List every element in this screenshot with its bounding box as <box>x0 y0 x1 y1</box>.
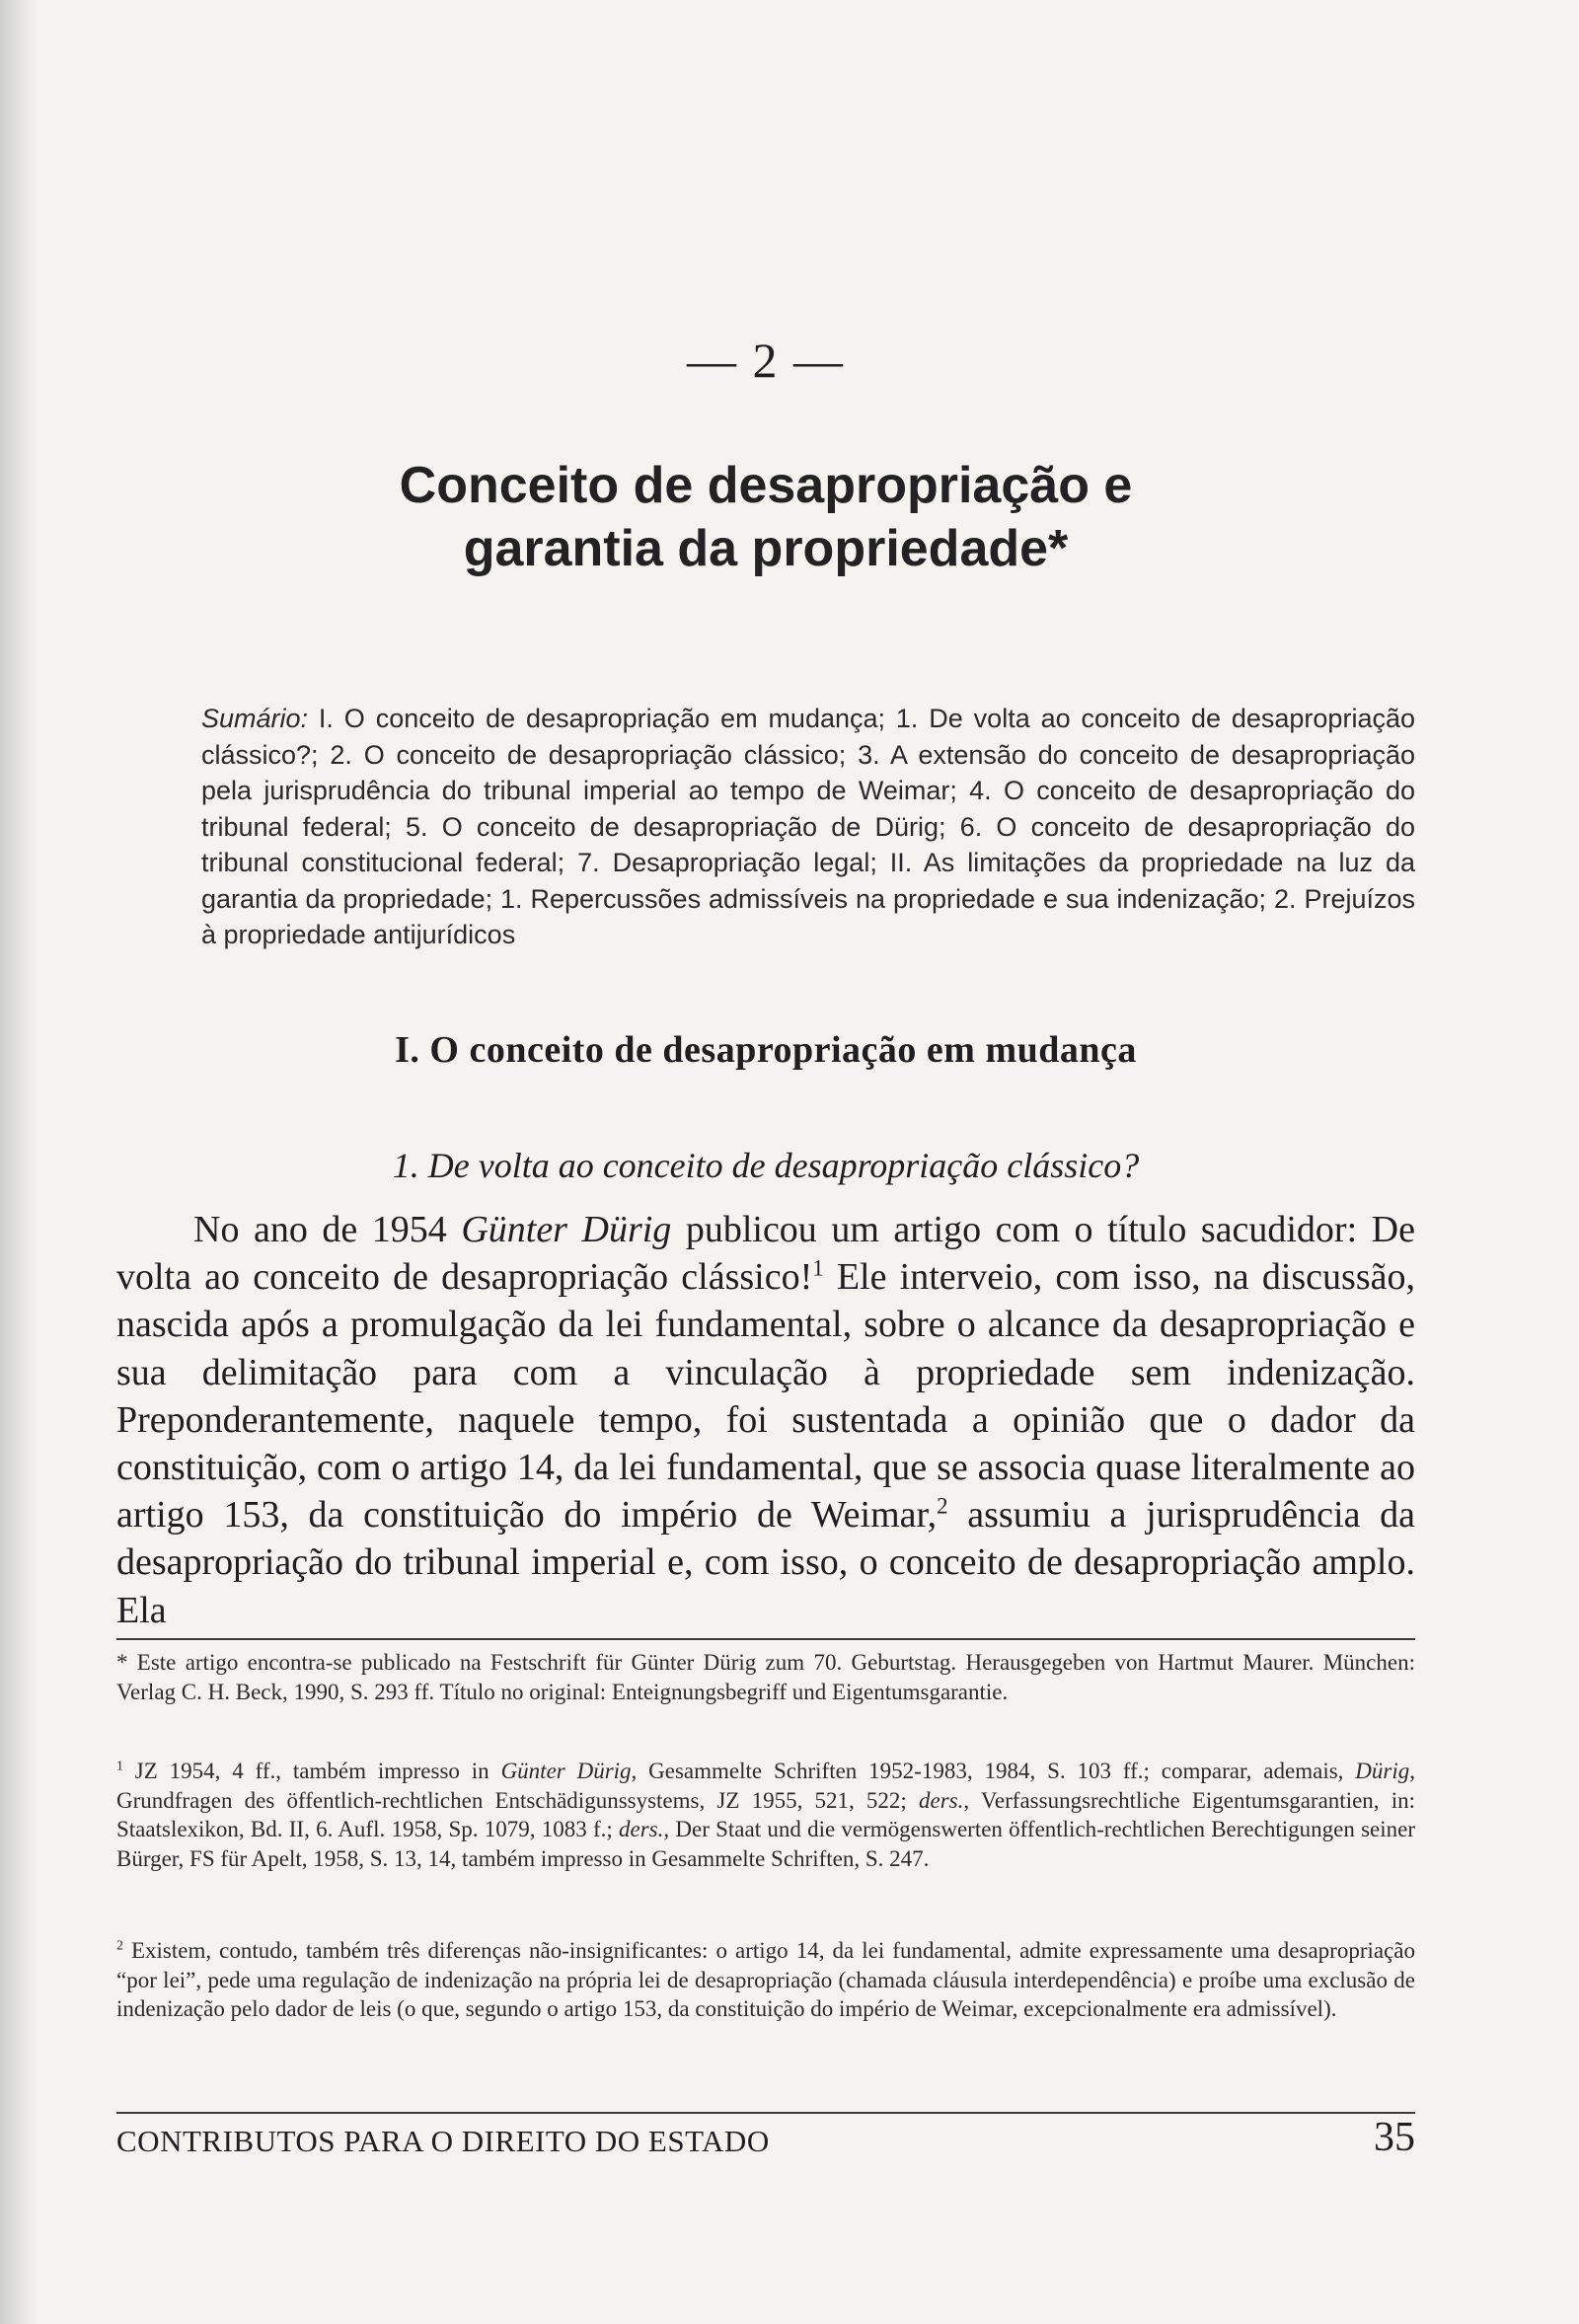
footnote-separator <box>116 1638 1415 1640</box>
body-paragraph <box>116 1206 1415 1634</box>
footnote-ref-2[interactable]: 2 <box>937 1493 948 1519</box>
body-text-part-4: assumiu a jurisprudência da desapropriação do tribunal imperial e, com isso, o conceito de desapropriação amplo. Ela <box>116 1494 1415 1631</box>
footnote-1 <box>116 1757 1415 1873</box>
footnote-1-ders-1: ders. <box>918 1787 964 1813</box>
body-text-part-1: No ano de 1954 <box>193 1209 462 1250</box>
chapter-summary <box>201 701 1415 953</box>
footnote-1-text-e: , Der Staat und die vermögenswerten öffentlich-rechtlichen Berechtigungen seiner Bürger, FS für Apelt, 1958, S. 13, 14, também impresso in Gesammelte Schriften, S. 247. <box>116 1817 1415 1871</box>
section-heading: I. O conceito de desapropriação em mudança <box>395 1029 1137 1071</box>
chapter-title-line-2: garantia da propriedade* <box>463 520 1069 577</box>
page-number: 35 <box>1374 2115 1415 2160</box>
summary-text: I. O conceito de desapropriação em mudança; 1. De volta ao conceito de desapropriação clássico?; 2. O conceito de desapropriação clássico; 3. A extensão do conceito de desapropriação pela jurisprudência do tribunal imperial ao tempo de Weimar; 4. O conceito de desapropriação do tribunal federal; 5. O conceito de desapropriação de Dürig; 6. O conceito de desapropriação do tribunal constitucional federal; 7. Desapropriação legal; II. As limitações da propriedade na luz da garantia da propriedade; 1. Repercussões admissíveis na propriedade e sua indenização; 2. Prejuízos à propriedade antijurídicos <box>201 704 1415 949</box>
footnote-ref-1[interactable]: 1 <box>812 1255 824 1281</box>
book-page <box>116 0 1415 2324</box>
chapter-title <box>116 454 1415 580</box>
footnote-2-text: Existem, contudo, também três diferenças não-insignificantes: o artigo 14, da lei fundamental, admite expressamente uma desapropriação “por lei”, pede uma regulação de indenização na própria lei de desapropriação (chamada cláusula interdependência) e proíbe uma exclusão de indenização pelo dador de leis (o que, segundo o artigo 153, da constituição do império de Weimar, excepcionalmente era admissível). <box>116 1938 1415 2021</box>
footnote-1-text-d: , Verfassungsrechtliche Eigentumsgarantien, in: Staatslexikon, Bd. II, 6. Aufl. 1958, Sp. 1079, 1083 f.; <box>116 1787 1415 1841</box>
footer-separator <box>116 2112 1415 2114</box>
footnote-1-name-1: Günter Dürig <box>500 1759 632 1783</box>
page-edge-shadow <box>0 0 38 2324</box>
footnote-1-text-a: JZ 1954, 4 ff., também impresso in <box>122 1759 501 1783</box>
chapter-title-line-1: Conceito de desapropriação e <box>399 457 1133 514</box>
summary-label: Sumário: <box>201 704 309 733</box>
footnote-1-ders-2: ders. <box>619 1817 664 1841</box>
author-name: Günter Dürig <box>461 1209 672 1250</box>
footnote-1-name-2: Dürig <box>1355 1759 1410 1783</box>
footnote-2 <box>116 1936 1415 2024</box>
running-footer-title: CONTRIBUTOS PARA O DIREITO DO ESTADO <box>116 2124 770 2158</box>
footnote-star: * Este artigo encontra-se publicado na Festschrift für Günter Dürig zum 70. Geburtstag. Herausgegeben von Hartmut Maurer. München: Verlag C. H. Beck, 1990, S. 293 ff. Título no original: Enteignungsbegriff und Eigentumsgarantie. <box>116 1650 1415 1704</box>
footnote-1-number: 1 <box>116 1758 123 1773</box>
footnote-1-text-c: , Grundfragen des öffentlich-rechtlichen Entschädigunssystems, JZ 1955, 521, 522; <box>116 1759 1415 1813</box>
footnote-2-number: 2 <box>116 1937 123 1953</box>
body-text-part-3: Ele interveio, com isso, na discussão, nascida após a promulgação da lei fundamental, sobre o alcance da desapropriação e sua delimitação para com a vinculação à propriedade sem indenização. Preponderantemente, naquele tempo, foi sustentada a opinião que o dador da constituição, com o artigo 14, da lei fundamental, que se associa quase literalmente ao artigo 153, da constituição do império de Weimar, <box>116 1256 1415 1537</box>
subsection-heading: 1. De volta ao conceito de desapropriação clássico? <box>392 1146 1140 1185</box>
body-text-part-2: publicou um artigo com o título sacudidor: De volta ao conceito de desapropriação clássico! <box>116 1209 1415 1299</box>
chapter-number: — 2 — <box>687 333 845 388</box>
footnote-1-text-b: , Gesammelte Schriften 1952-1983, 1984, S. 103 ff.; comparar, ademais, <box>631 1759 1356 1783</box>
